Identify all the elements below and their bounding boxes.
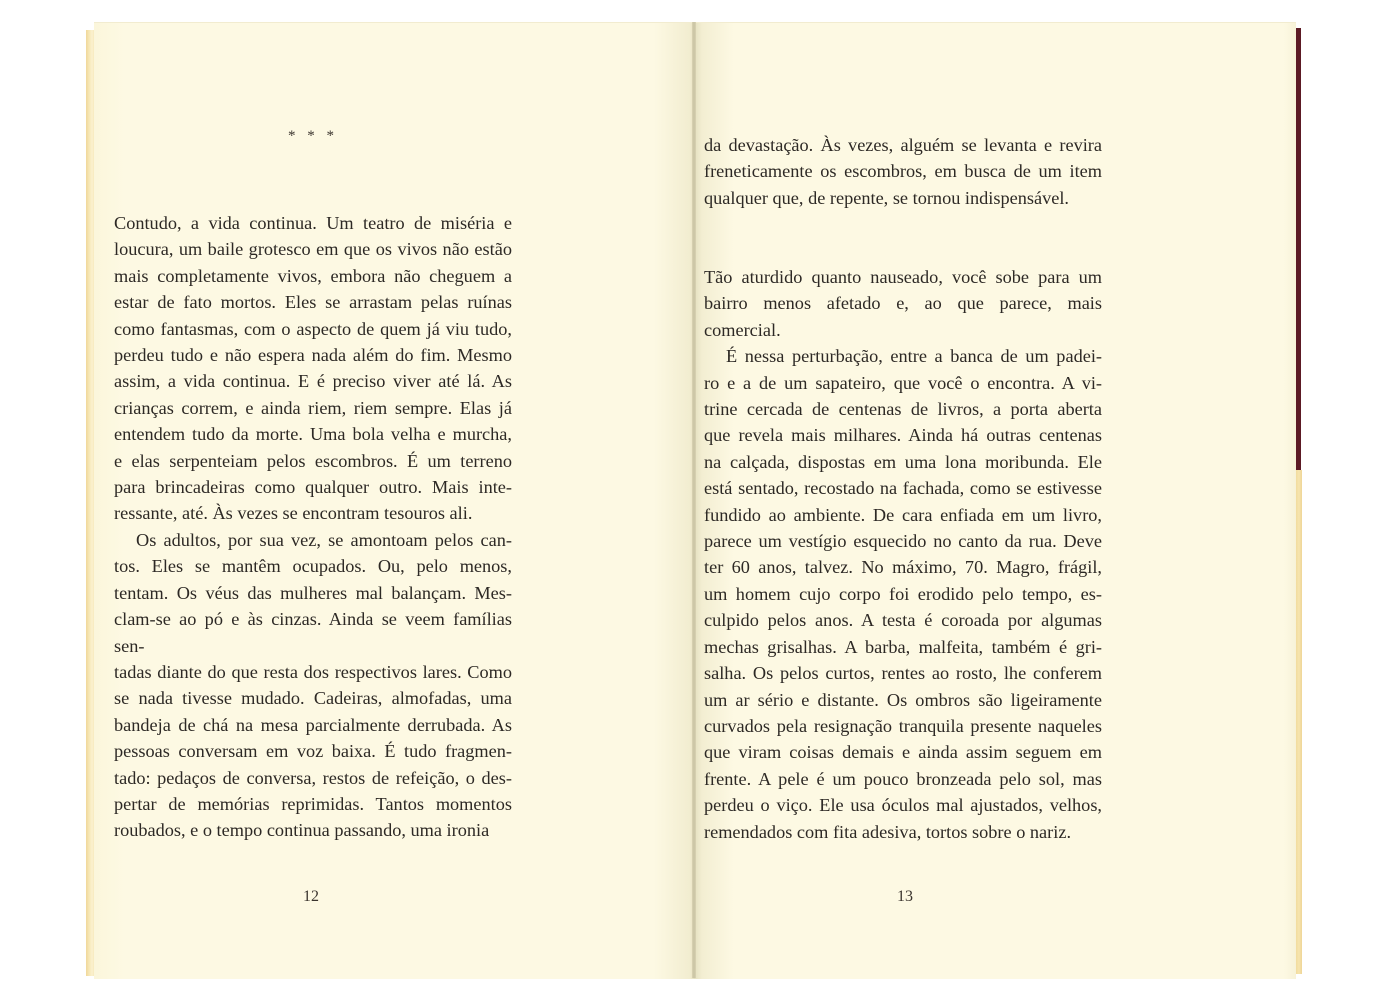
right-cover-edge xyxy=(1296,28,1301,470)
paragraph xyxy=(704,132,1102,211)
right-page-edge xyxy=(1296,470,1302,974)
page-number-left: 12 xyxy=(303,888,319,905)
text-line: fundido ao ambiente. De cara enfiada em um livro, xyxy=(704,504,1102,525)
text-line: roubados, e o tempo continua passando, uma ironia xyxy=(114,820,490,841)
book-gutter xyxy=(692,22,696,978)
text-line: que revela mais milhares. Ainda há outras centenas xyxy=(704,425,1102,446)
text-line: trine cercada de centenas de livros, a porta aberta xyxy=(704,399,1102,420)
text-line: remendados com fita adesiva, tortos sobre o nariz. xyxy=(704,821,1072,842)
text-line: se nada tivesse mudado. Cadeiras, almofadas, uma xyxy=(114,688,512,709)
section-separator: * * * xyxy=(288,128,338,144)
text-line: estar de fato mortos. Eles se arrastam pelas ruínas xyxy=(114,292,512,313)
paragraph xyxy=(114,210,512,527)
text-line: freneticamente os escombros, em busca de um item xyxy=(704,161,1102,182)
text-line: salha. Os pelos curtos, rentes ao rosto, lhe conferem xyxy=(704,663,1102,684)
text-line: bairro menos afetado e, ao que parece, mais comercial. xyxy=(704,293,1102,340)
text-line: bandeja de chá na mesa parcialmente derrubada. As xyxy=(114,714,512,735)
text-line: crianças correm, e ainda riem, riem sempre. Elas já xyxy=(114,397,512,418)
text-line: ter 60 anos, talvez. No máximo, 70. Magro, frágil, xyxy=(704,557,1102,578)
paragraph xyxy=(704,343,1102,845)
text-line: parece um vestígio esquecido no canto da rua. Deve xyxy=(704,531,1102,552)
text-line: perdeu o viço. Ele usa óculos mal ajustados, velhos, xyxy=(704,795,1102,816)
text-line: perdeu tudo e não espera nada além do fim. Mesmo xyxy=(114,345,512,366)
text-line: entendem tudo da morte. Uma bola velha e murcha, xyxy=(114,424,512,445)
text-line: e elas serpenteiam pelos escombros. É um terreno xyxy=(114,450,512,471)
text-line: tentam. Os véus das mulheres mal balançam. Mes- xyxy=(114,582,512,603)
text-line: frente. A pele é um pouco bronzeada pelo sol, mas xyxy=(704,768,1102,789)
paragraph xyxy=(704,264,1102,343)
text-line: está sentado, recostado na fachada, como se estivesse xyxy=(704,478,1102,499)
text-line: tos. Eles se mantêm ocupados. Ou, pelo menos, xyxy=(114,556,512,577)
text-line: mais completamente vivos, embora não cheguem a xyxy=(114,265,512,286)
text-line: assim, a vida continua. E é preciso viver até lá. As xyxy=(114,371,512,392)
text-line: clam-se ao pó e às cinzas. Ainda se veem famílias sen- xyxy=(114,609,512,656)
text-line: É nessa perturbação, entre a banca de um padei- xyxy=(726,346,1102,367)
text-line: pertar de memórias reprimidas. Tantos momentos xyxy=(114,793,512,814)
text-line: Contudo, a vida continua. Um teatro de miséria e xyxy=(114,213,512,233)
text-line: culpido pelos anos. A testa é coroada por algumas xyxy=(704,610,1102,631)
left-page-text xyxy=(114,210,512,844)
text-line: loucura, um baile grotesco em que os vivos não estão xyxy=(114,239,512,260)
right-page-text xyxy=(704,264,1102,845)
page-number-right: 13 xyxy=(897,888,913,905)
text-line: ressante, até. Às vezes se encontram tesouros ali. xyxy=(114,503,473,524)
text-line: para brincadeiras como qualquer outro. Mais inte- xyxy=(114,477,512,498)
paragraph xyxy=(114,527,512,844)
text-line: um homem cujo corpo foi erodido pelo tempo, es- xyxy=(704,583,1102,604)
text-line: que viram coisas demais e ainda assim seguem em xyxy=(704,742,1102,763)
text-line: tadas diante do que resta dos respectivos lares. Como xyxy=(114,661,512,682)
text-line: Os adultos, por sua vez, se amontoam pelos can- xyxy=(136,529,512,550)
text-line: na calçada, dispostas em uma lona moribunda. Ele xyxy=(704,451,1102,472)
text-line: da devastação. Às vezes, alguém se levanta e revira xyxy=(704,135,1102,155)
text-line: qualquer que, de repente, se tornou indispensável. xyxy=(704,187,1070,208)
text-line: curvados pela resignação tranquila presente naqueles xyxy=(704,715,1102,736)
right-page-continued-text xyxy=(704,132,1102,211)
text-line: pessoas conversam em voz baixa. É tudo fragmen- xyxy=(114,741,512,762)
text-line: Tão aturdido quanto nauseado, você sobe para um xyxy=(704,267,1102,287)
text-line: ro e a de um sapateiro, que você o encontra. A vi- xyxy=(704,372,1102,393)
text-line: tado: pedaços de conversa, restos de refeição, o des- xyxy=(114,767,512,788)
text-line: mechas grisalhas. A barba, malfeita, também é gri- xyxy=(704,636,1102,657)
text-line: um ar sério e distante. Os ombros são ligeiramente xyxy=(704,689,1102,710)
text-line: como fantasmas, com o aspecto de quem já viu tudo, xyxy=(114,318,512,339)
